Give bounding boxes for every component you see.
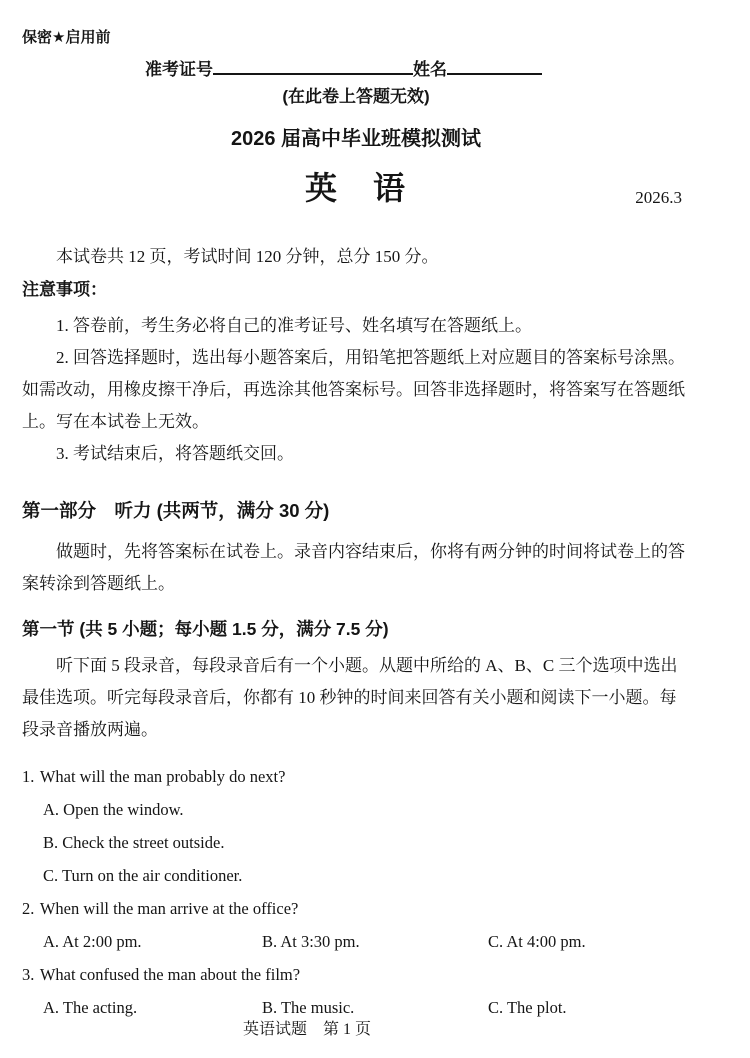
questions-list: [22, 760, 690, 1024]
question-2-option-b: B. At 3:30 pm.: [262, 932, 360, 951]
question-1-option-a: A. Open the window.: [43, 800, 184, 819]
note-item-2: 2. 回答选择题时，选出每小题答案后，用铅笔把答题纸上对应题目的答案标号涂黑。如需改动，用橡皮擦干净后，再选涂其他答案标号。回答非选择题时，将答案写在答题纸上。写在本试卷上无效。: [22, 348, 685, 431]
page-footer: 英语试题 第 1 页: [243, 1021, 372, 1038]
part1-intro: 做题时，先将答案标在试卷上。录音内容结束后，你将有两分钟的时间将试卷上的答案转涂到答题纸上。: [22, 542, 685, 593]
question-2: [22, 892, 690, 958]
paper-info: 本试卷共 12 页，考试时间 120 分钟，总分 150 分。: [56, 247, 439, 266]
question-1-option-c: C. Turn on the air conditioner.: [43, 866, 243, 885]
subject-title: 英 语: [304, 170, 407, 206]
question-3-text: [22, 958, 690, 991]
question-2-text: [22, 892, 690, 925]
question-3-option-c: C. The plot.: [488, 998, 567, 1017]
note-item-3: 3. 考试结束后，将答题纸交回。: [56, 444, 294, 463]
notes-heading: 注意事项：: [22, 280, 107, 299]
name-blank: [447, 56, 542, 75]
question-1-option-b: B. Check the street outside.: [43, 833, 225, 852]
subject-row: [22, 166, 690, 210]
exam-date: 2026.3: [635, 188, 682, 207]
question-1-stem: What will the man probably do next?: [39, 767, 286, 786]
invalid-answer-notice: (在此卷上答题无效): [282, 87, 430, 106]
question-3-option-a: A. The acting.: [43, 998, 138, 1017]
question-3-number: 3.: [22, 965, 35, 984]
section1-heading: 第一节 (共 5 小题；每小题 1.5 分，满分 7.5 分): [22, 619, 389, 639]
question-2-stem: When will the man arrive at the office?: [39, 899, 299, 918]
part1-heading: 第一部分 听力 (共两节，满分 30 分): [22, 500, 330, 521]
question-1-number: 1.: [22, 767, 35, 786]
section1-intro: 听下面 5 段录音，每段录音后有一个小题。从题中所给的 A、B、C 三个选项中选出最佳选项。听完每段录音后，你都有 10 秒钟的时间来回答有关小题和阅读下一小题。每段录音播放两遍。: [22, 656, 678, 739]
question-3: [22, 958, 690, 1024]
admission-ticket-blank: [213, 56, 413, 75]
admission-ticket-label: 准考证号: [145, 60, 213, 79]
question-3-stem: What confused the man about the film?: [39, 965, 301, 984]
note-item-1: 1. 答卷前，考生务必将自己的准考证号、姓名填写在答题纸上。: [56, 316, 532, 335]
question-2-options: [43, 925, 690, 958]
exam-session-title: 2026 届高中毕业班模拟测试: [230, 128, 482, 150]
question-1: [22, 760, 690, 892]
question-2-option-c: C. At 4:00 pm.: [488, 932, 586, 951]
question-2-option-a: A. At 2:00 pm.: [43, 932, 142, 951]
question-3-option-b: B. The music.: [262, 998, 355, 1017]
question-2-number: 2.: [22, 899, 35, 918]
question-1-text: [22, 760, 690, 793]
security-notice: 保密★启用前: [22, 29, 111, 46]
candidate-info-row: [145, 56, 690, 82]
name-label: 姓名: [413, 60, 447, 79]
